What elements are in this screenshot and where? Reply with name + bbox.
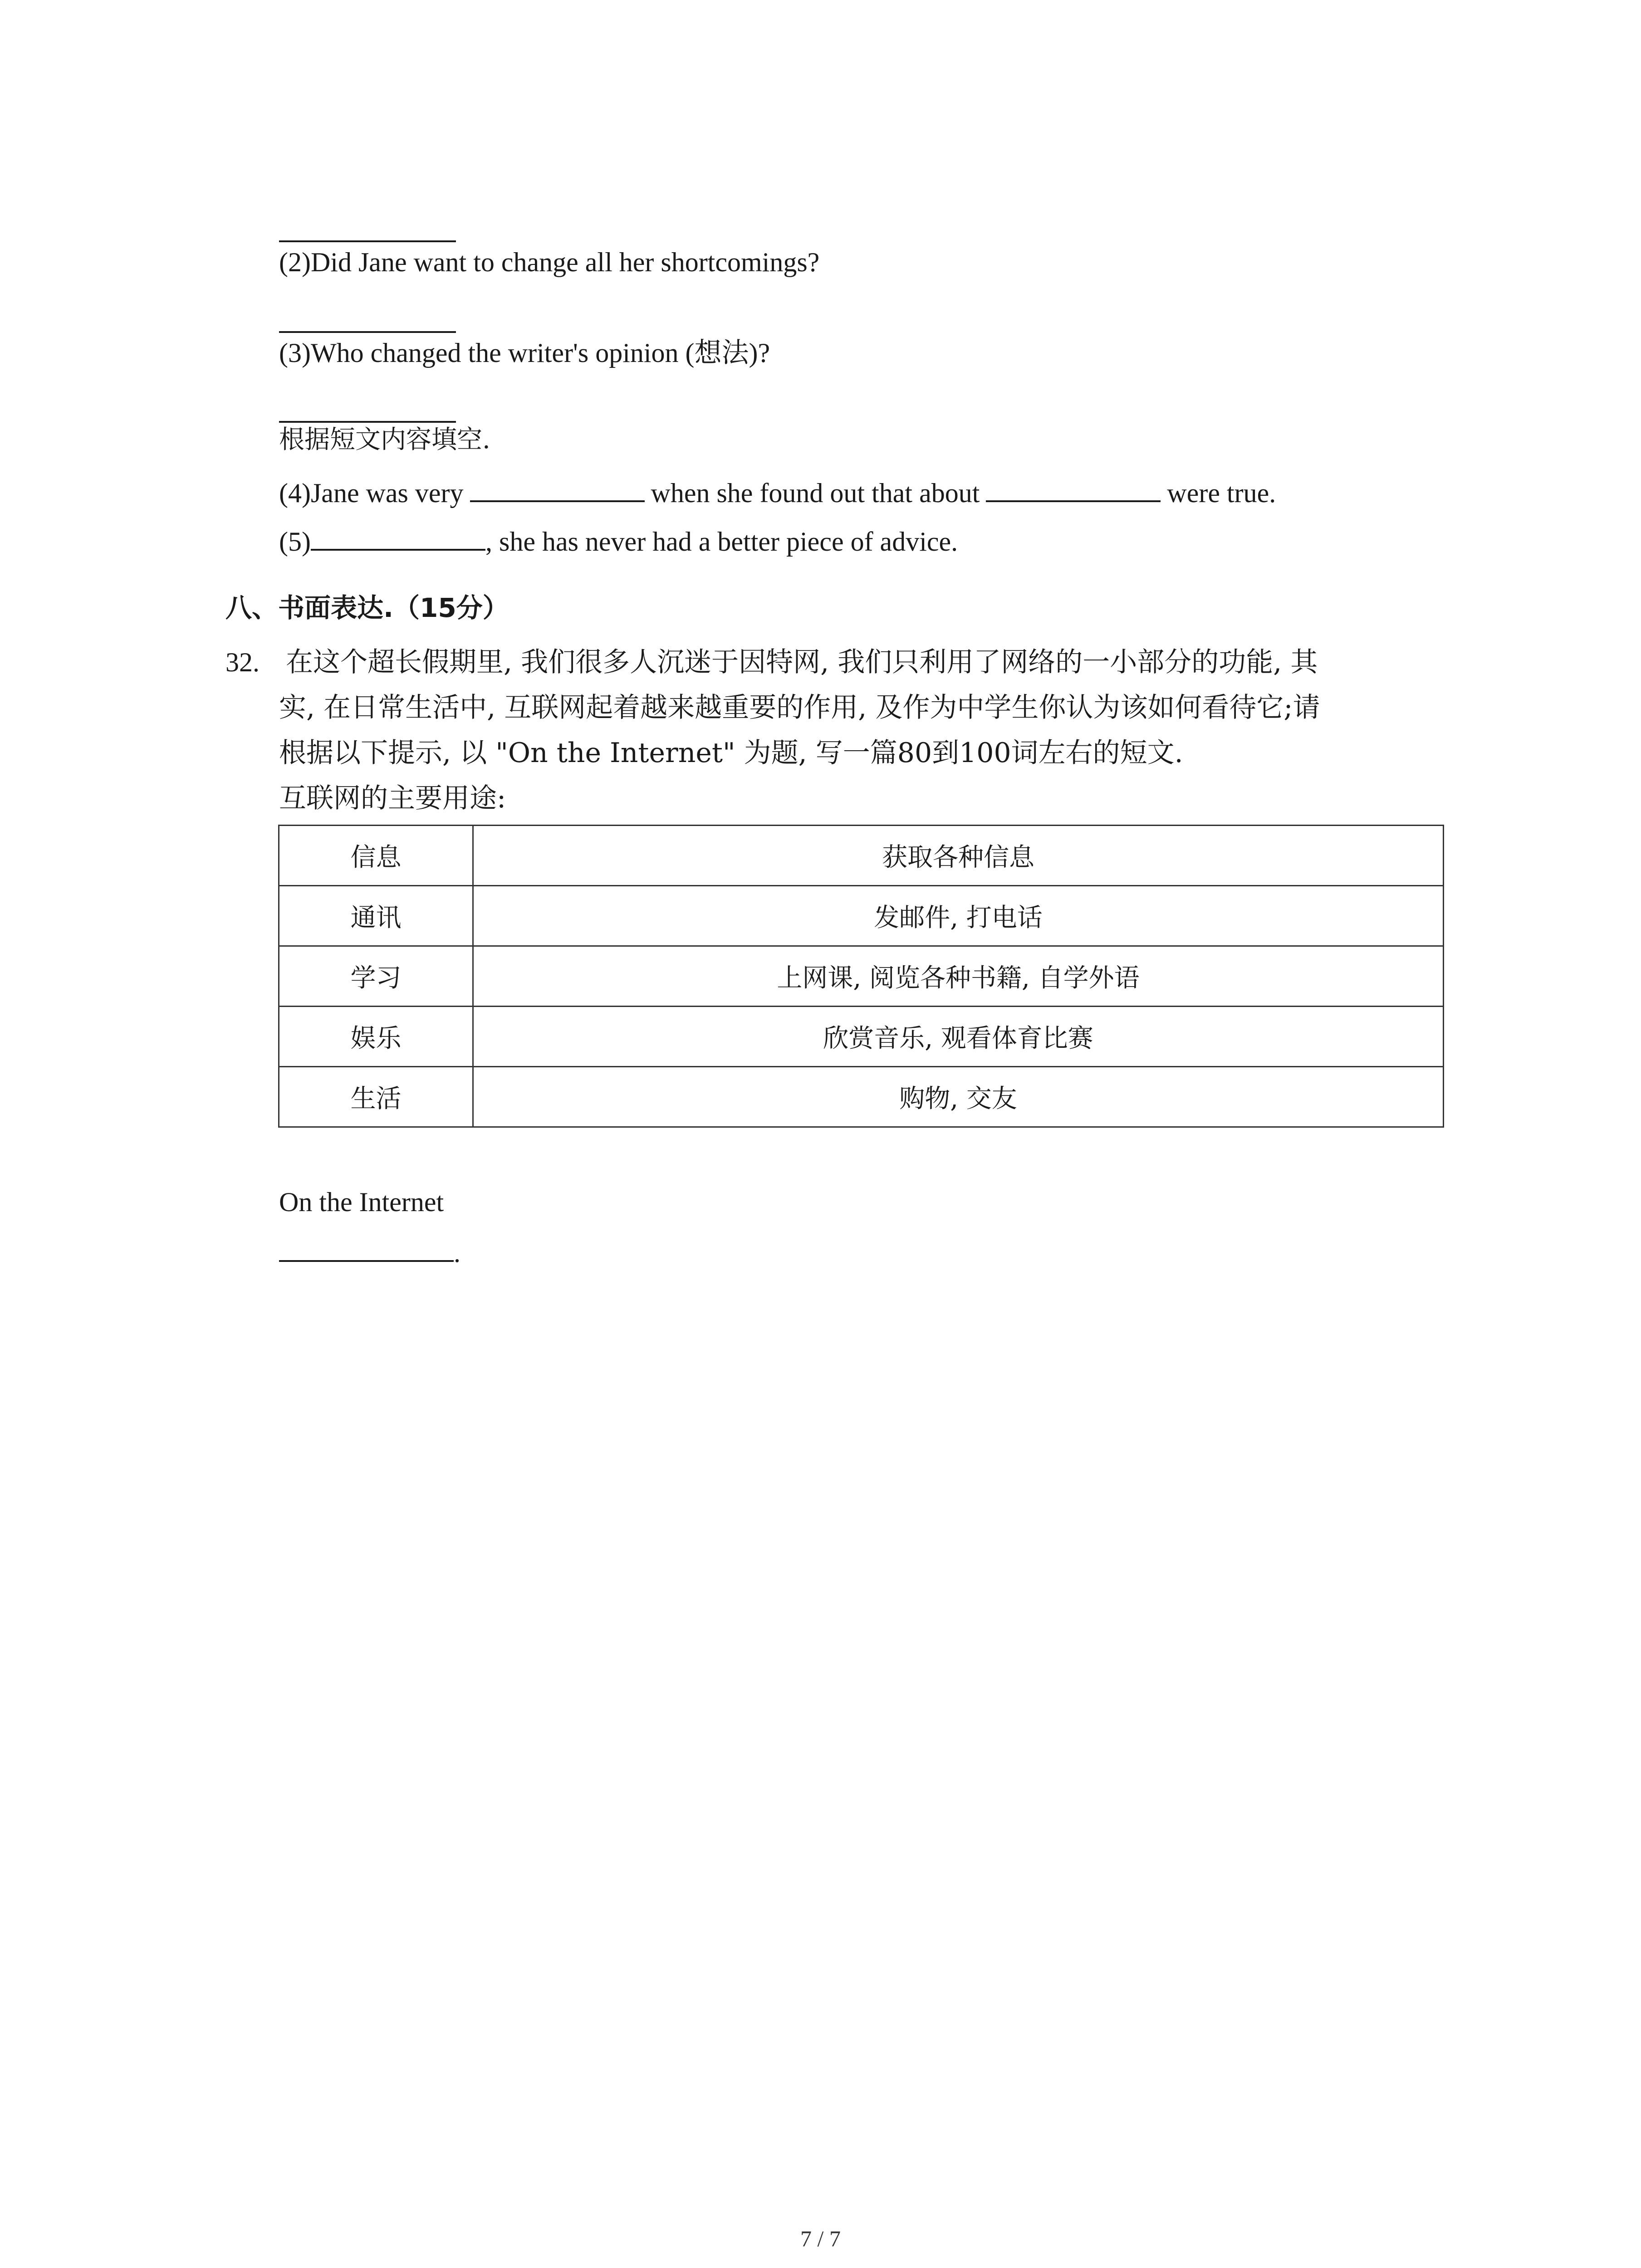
question-4-part2: when she found out that about — [651, 478, 980, 508]
answer-blank-2[interactable] — [279, 331, 456, 333]
answer-blank-4a[interactable] — [470, 474, 645, 502]
answer-blank-1[interactable] — [279, 240, 456, 242]
question-number: 32. — [225, 647, 260, 677]
essay-answer-line — [279, 1234, 460, 1271]
table-cell-category: 娱乐 — [279, 1007, 473, 1067]
fill-instruction: 根据短文内容填空. — [279, 425, 490, 455]
question-5-part2: , she has never had a better piece of advice. — [485, 527, 958, 557]
question-3: (3)Who changed the writer's opinion (想法)? — [279, 338, 770, 368]
question-2: (2)Did Jane want to change all her shortcomings? — [279, 247, 820, 277]
table-row — [279, 886, 1444, 946]
table-cell-category: 学习 — [279, 946, 473, 1007]
answer-blank-4b[interactable] — [986, 474, 1161, 502]
internet-uses-table — [278, 825, 1444, 1128]
table-cell-category: 通讯 — [279, 886, 473, 946]
question-5 — [279, 523, 958, 560]
essay-title: On the Internet — [279, 1187, 444, 1217]
prompt-line-2: 实, 在日常生活中, 互联网起着越来越重要的作用, 及作为中学生你认为该如何看待它;请 — [279, 692, 1320, 723]
table-cell-category: 信息 — [279, 826, 473, 886]
table-cell-detail: 获取各种信息 — [473, 826, 1444, 886]
question-4 — [279, 474, 1276, 511]
table-cell-detail: 欣赏音乐, 观看体育比赛 — [473, 1007, 1444, 1067]
page-number: 7 / 7 — [800, 2226, 841, 2251]
answer-blank-5[interactable] — [311, 523, 485, 551]
table-cell-detail: 发邮件, 打电话 — [473, 886, 1444, 946]
table-cell-detail: 上网课, 阅览各种书籍, 自学外语 — [473, 946, 1444, 1007]
prompt-line-3: 根据以下提示, 以 "On the Internet" 为题, 写一篇80到100词左右的短文. — [279, 737, 1183, 769]
table-cell-category: 生活 — [279, 1067, 473, 1127]
question-5-part1: (5) — [279, 527, 311, 557]
essay-end-period: . — [454, 1238, 460, 1268]
table-row — [279, 946, 1444, 1007]
section-heading: 八、书面表达.（15分） — [225, 592, 509, 623]
table-row — [279, 1067, 1444, 1127]
question-4-part3: were true. — [1167, 478, 1276, 508]
question-4-part1: (4)Jane was very — [279, 478, 464, 508]
essay-answer-blank[interactable] — [279, 1234, 454, 1262]
prompt-line-1: 在这个超长假期里, 我们很多人沉迷于因特网, 我们只利用了网络的一小部分的功能, 其 — [286, 646, 1318, 678]
table-cell-detail: 购物, 交友 — [473, 1067, 1444, 1127]
table-caption: 互联网的主要用途: — [279, 782, 506, 814]
table-row — [279, 826, 1444, 886]
table-row — [279, 1007, 1444, 1067]
